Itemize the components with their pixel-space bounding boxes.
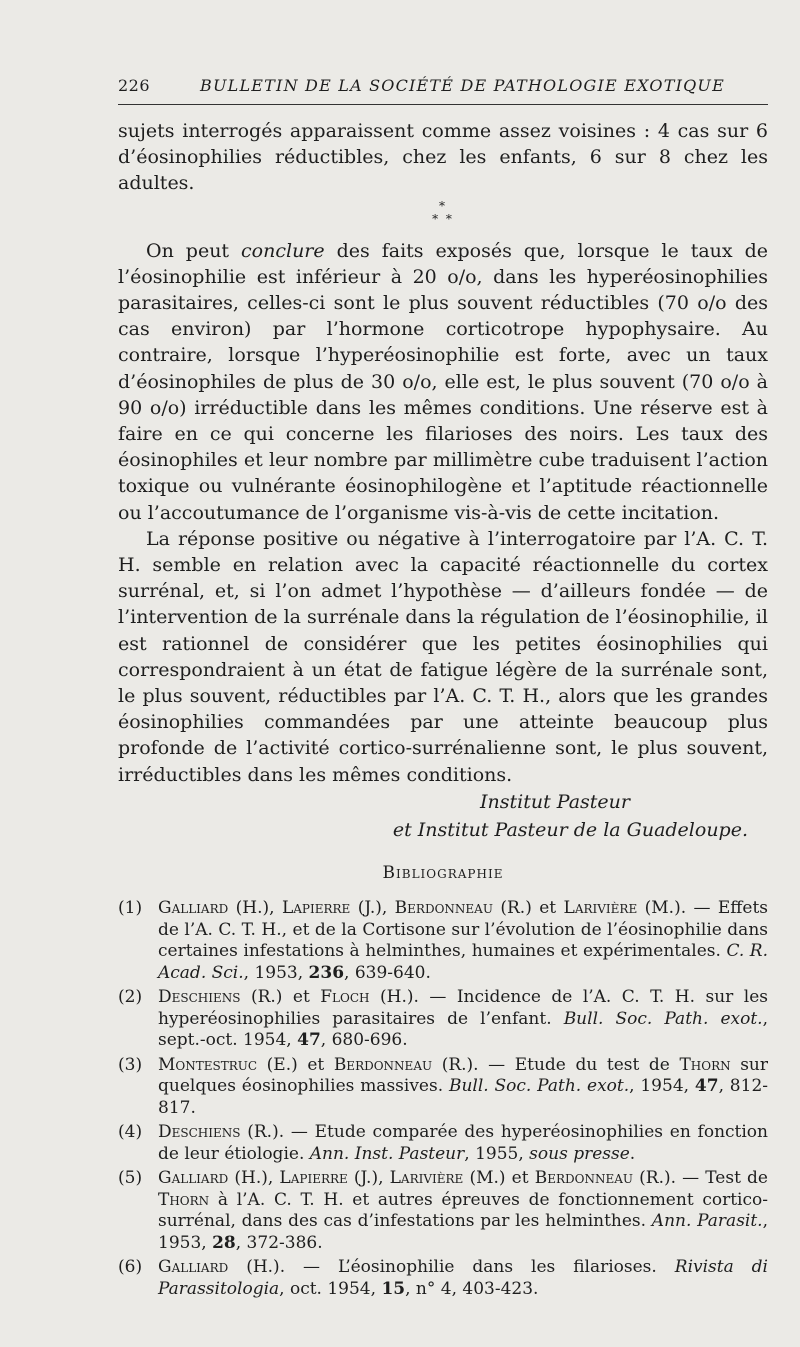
reference-number: (3) — [118, 1054, 143, 1075]
reference-fragment: (R.). — Test de — [633, 1168, 768, 1189]
article-body — [118, 118, 768, 1303]
reference-6 — [118, 1257, 768, 1300]
reference-fragment: (R.) et — [240, 987, 321, 1008]
reference-fragment: (H.). — L’éosinophilie dans les filarioses. — [228, 1257, 675, 1278]
reference-fragment: , 1953, — [243, 962, 309, 983]
bibliography-list — [118, 898, 768, 1300]
journal-name: Ann. Inst. Pasteur — [309, 1143, 465, 1164]
author-name: Thorn — [158, 1189, 210, 1210]
author-name: Galliard — [158, 1257, 229, 1278]
reference-2 — [118, 987, 768, 1052]
paragraph-continuation: sujets interrogés apparaissent comme assez voisines : 4 cas sur 6 d’éosinophilies réductibles, chez les enfants, 6 sur 8 chez les adultes. — [118, 120, 768, 195]
reference-fragment: (R.). — Etude du test de — [432, 1054, 680, 1075]
reference-1 — [118, 898, 768, 984]
reference-fragment: sur quelques éosinophilies massives. — [158, 1054, 769, 1097]
reference-4 — [118, 1122, 768, 1165]
reference-text — [158, 898, 768, 984]
reference-fragment: (J.), — [347, 1168, 390, 1189]
reference-text — [158, 1055, 768, 1120]
author-name: Larivière — [389, 1168, 464, 1189]
journal-name: Bull. Soc. Path. exot. — [448, 1076, 630, 1097]
author-name: Lapierre — [281, 898, 351, 919]
reference-fragment: (R.). — Etude comparée des hyperéosinophilies en fonction de leur étiologie. — [158, 1122, 768, 1164]
author-name: Thorn — [679, 1054, 731, 1075]
conclusion-emphasis: conclure — [241, 239, 325, 262]
affiliation-line-1: Institut Pasteur — [480, 790, 630, 813]
reference-text — [158, 1122, 768, 1165]
section-asterism — [118, 200, 768, 226]
volume-number: 28 — [212, 1232, 236, 1253]
header-rule — [118, 104, 768, 105]
author-name: Galliard — [158, 898, 229, 919]
reference-fragment: . — [629, 1143, 636, 1164]
reference-fragment: , 639-640. — [344, 962, 431, 983]
journal-name: Ann. Parasit. — [651, 1211, 763, 1232]
reference-fragment: , 1955, — [464, 1143, 530, 1164]
reference-3 — [118, 1055, 768, 1120]
running-header — [118, 76, 768, 100]
paragraph-acth-response: La réponse positive ou négative à l’interrogatoire par l’A. C. T. H. semble en relation avec la capacité réactionnelle du cortex surrénal, et, si l’on admet l’hypothèse — d’ailleurs fondée — de l’intervention de la surrénale dans la régulation de l’éosinophilie, il est rationnel de considérer que les petites éosinophilies qui correspondraient à un état de fatigue légère de la surrénale sont, le plus souvent, réductibles par l’A. C. T. H., alors que les grandes éosinophilies commandées par une atteinte beaucoup plus profonde de l’activité cortico-surrénalienne sont, le plus souvent, irréductibles dans les mêmes conditions. — [118, 527, 768, 786]
reference-fragment: , sept.-oct. 1954, — [158, 1008, 768, 1051]
reference-number: (5) — [118, 1168, 143, 1189]
reference-text — [158, 987, 768, 1052]
author-name: Deschiens — [158, 1122, 241, 1143]
reference-fragment: (H.), — [228, 898, 282, 919]
reference-fragment: , oct. 1954, — [279, 1278, 382, 1299]
reference-fragment: à l’A. C. T. H. et autres épreuves de fonctionnement cortico-surrénal, dans des cas d’infestations par les helminthes. — [158, 1189, 768, 1232]
volume-number: 47 — [694, 1076, 719, 1097]
reference-fragment: (R.) et — [492, 898, 564, 919]
running-title: BULLETIN DE LA SOCIÉTÉ DE PATHOLOGIE EXOTIQUE — [200, 76, 725, 95]
reference-fragment: , n° 4, 403-423. — [405, 1278, 539, 1299]
author-name: Larivière — [563, 898, 638, 919]
reference-text — [158, 1257, 768, 1300]
volume-number: 47 — [297, 1030, 321, 1051]
journal-name: Rivista di Parassitologia — [158, 1257, 768, 1299]
paragraph-conclusion — [118, 238, 768, 526]
reference-text — [158, 1168, 768, 1254]
reference-fragment: (J.), — [350, 898, 395, 919]
reference-fragment: , 680-696. — [320, 1030, 408, 1051]
author-name: Berdonneau — [534, 1168, 633, 1189]
reference-number: (4) — [118, 1122, 143, 1143]
asterism-top: * — [439, 198, 447, 213]
reference-fragment: (M.) et — [463, 1168, 535, 1189]
press-status: sous presse — [529, 1143, 630, 1164]
reference-fragment: (E.) et — [257, 1054, 334, 1075]
author-name: Floch — [320, 987, 370, 1008]
volume-number: 15 — [381, 1278, 406, 1299]
reference-number: (6) — [118, 1257, 143, 1278]
author-name: Galliard — [158, 1168, 229, 1189]
author-name: Berdonneau — [333, 1054, 433, 1075]
affiliation-line-2: et Institut Pasteur de la Guadeloupe. — [392, 818, 748, 841]
conclusion-text-rest: des faits exposés que, lorsque le taux de l’éosinophilie est inférieur à 20 o/o, dans les hyperéosinophilies parasitaires, celles-ci sont le plus souvent réductibles (70 o/o des cas environ) par l’hormone corticotrope hypophysaire. Au contraire, lorsque l’hyperéosinophilie est forte, avec un taux d’éosinophiles de plus de 30 o/o, elle est, le plus souvent (70 o/o à 90 o/o) irréductible dans les mêmes conditions. Une réserve est à faire en ce qui concerne les filarioses des noirs. Les taux des éosinophiles et leur nombre par millimètre cube traduisent l’action toxique ou vulnérante éosinophilogène et l’aptitude réactionnelle ou l’accoutumance de l’organisme vis-à-vis de cette incitation. — [118, 239, 768, 524]
asterism-bottom: * * — [432, 211, 454, 226]
reference-fragment: (H.). — Incidence de l’A. C. T. H. sur les hyperéosinophilies parasitaires de l’enfant. — [158, 987, 768, 1029]
journal-name: C. R. Acad. Sci. — [158, 941, 768, 983]
reference-fragment: , 1953, — [158, 1211, 768, 1253]
author-name: Lapierre — [279, 1168, 348, 1189]
author-name: Berdonneau — [394, 898, 493, 919]
journal-name: Bull. Soc. Path. exot. — [563, 1008, 763, 1029]
reference-fragment: (M.). — Effets de l’A. C. T. H., et de la Cortisone sur l’évolution de l’éosinophilie dans certaines infestations à helminthes, humaines et expérimentales. — [158, 898, 769, 962]
reference-fragment: , 1954, — [629, 1076, 695, 1097]
bibliography-heading: Bibliographie — [382, 862, 504, 883]
reference-fragment: , 372-386. — [235, 1232, 323, 1253]
reference-number: (2) — [118, 987, 143, 1008]
author-name: Deschiens — [158, 987, 241, 1008]
conclusion-text-start: On peut — [146, 239, 242, 262]
reference-5 — [118, 1168, 768, 1254]
reference-fragment: (H.), — [228, 1168, 280, 1189]
volume-number: 236 — [308, 962, 345, 983]
page-number: 226 — [118, 76, 151, 95]
reference-fragment: , 812-817. — [158, 1076, 768, 1118]
author-name: Montestruc — [158, 1054, 258, 1075]
reference-number: (1) — [118, 898, 143, 919]
